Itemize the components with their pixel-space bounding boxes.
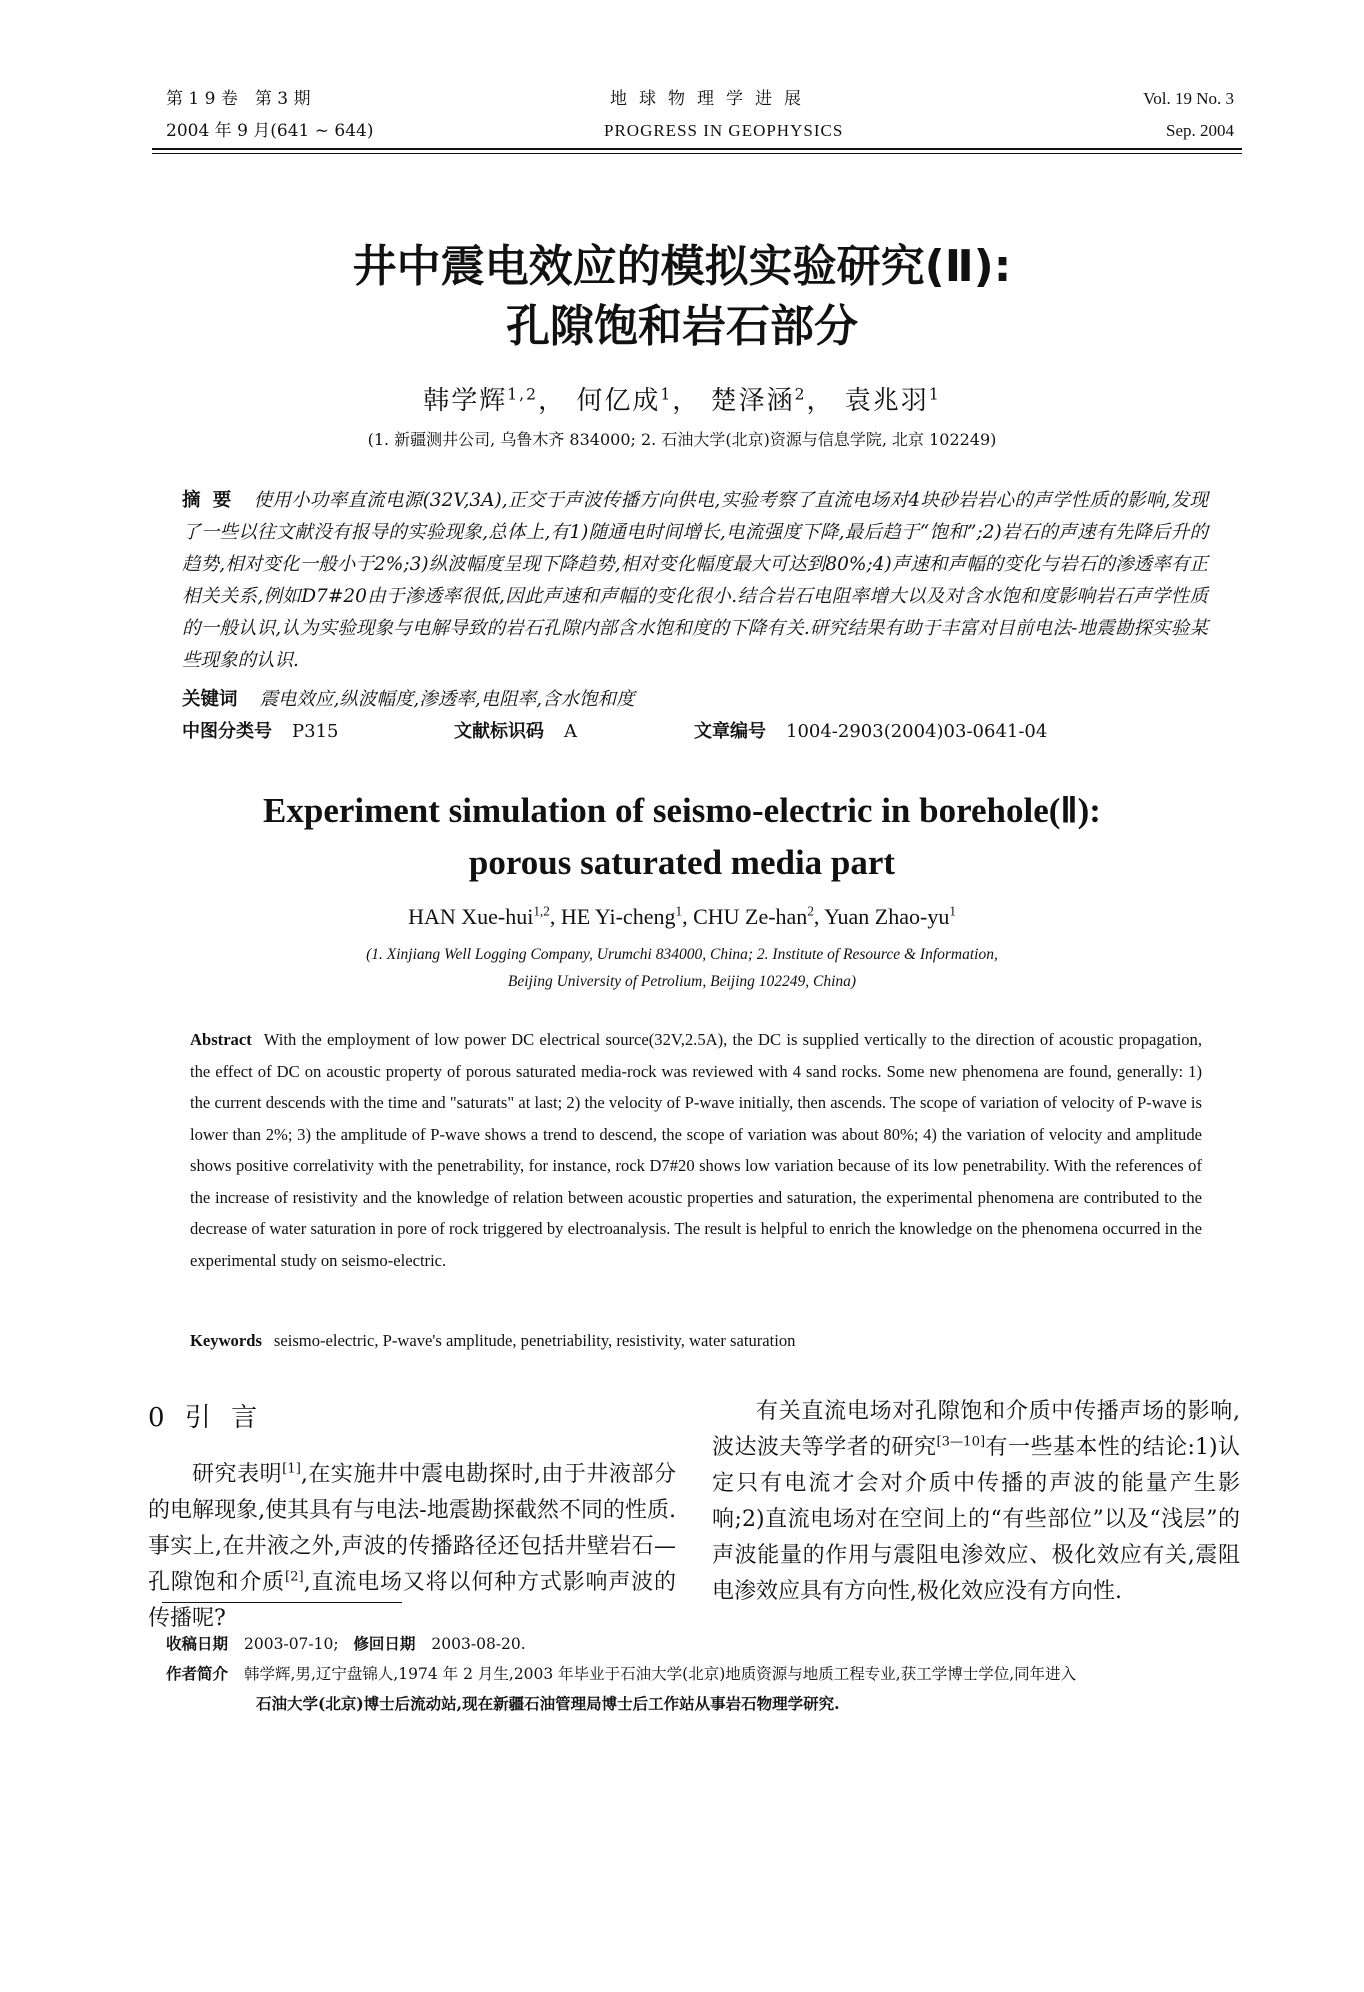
article-number-value: 1004-2903(2004)03-0641-04 [786,721,1048,742]
header-rule-thin [152,153,1242,154]
author-separator: ， [538,386,567,416]
clc-number [182,718,338,746]
body-text: ,在实施井中震电勘探时,由于井液部分的电解现象,使其具有与电法-地震勘探截然不同的性质.事实上,在井液之外,声波的传播路径还包括井壁岩石—孔隙饱和介质 [148,1462,676,1595]
author-separator: ， [672,386,701,416]
citation-link[interactable]: [1] [282,1461,301,1477]
journal-name-cn: 地球物理学进展 [610,89,813,109]
footnote-dates [166,1630,526,1658]
author-separator: , [549,904,561,929]
affiliation-en-line1: (1. Xinjiang Well Logging Company, Urumchi 834000, China; 2. Institute of Resource & Information, [366,946,998,963]
clc-value: P315 [292,721,339,742]
author-name: 袁兆羽 [844,386,929,416]
bio-text-line2: 石油大学(北京)博士后流动站,现在新疆石油管理局博士后工作站从事岩石物理学研究. [256,1694,840,1713]
body-text: ,直流电场又将以何种方式影响声波的传播呢? [148,1570,676,1631]
document-code [454,718,577,746]
article-number-label: 文章编号 [694,721,766,742]
author-affil-mark: 1,2 [507,385,539,404]
author-affil-mark: 1 [675,903,683,919]
title-en-line1: Experiment simulation of seismo-electric in borehole(Ⅱ): [263,791,1101,830]
received-date: 2003-07-10; [244,1635,339,1653]
body-paragraph-right [712,1394,1240,1610]
document-code-label: 文献标识码 [454,721,544,742]
footnote-bio [166,1660,1076,1688]
author-name: HAN Xue-hui [408,904,534,929]
abstract-cn-text: 使用小功率直流电源(32V,3A),正交于声波传播方向供电,实验考察了直流电场对4块砂岩岩心的声学性质的影响,发现了一些以往文献没有报导的实验现象,总体上,有1)随通电时间增长,电流强度下降,最后趋于“饱和”;2)岩石的声速有先降后升的趋势,相对变化一般小于2%;3)纵波幅度呈现下降趋势,相对变化幅度最大可达到80%;4)声速和声幅的变化与岩石的渗透率有正相关关系,例如D7#20由于渗透率很低,因此声速和声幅的变化很小.结合岩石电阻率增大以及对含水饱和度影响岩石声学性质的一般认识,认为实验现象与电解导致的岩石孔隙内部含水饱和度的下降有关.研究结果有助于丰富对目前电法-地震勘探实验某些现象的认识. [182,490,1208,671]
keywords-en-text: seismo-electric, P-wave's amplitude, penetriability, resistivity, water saturation [273,1331,796,1350]
author-affil-mark: 1,2 [533,903,550,919]
title-cn-line2: 孔隙饱和岩石部分 [506,301,858,352]
authors-en [0,902,1364,932]
author-affil-mark: 1 [949,903,956,919]
affiliation-en-line2: Beijing University of Petrolium, Beijing 102249, China) [507,973,857,990]
author-separator: ， [806,386,835,416]
bio-label: 作者简介 [166,1664,229,1683]
affiliation-cn: (1. 新疆测井公司, 乌鲁木齐 834000; 2. 石油大学(北京)资源与信息学院, 北京 102249) [367,430,997,449]
body-text: 有一些基本性的结论:1)认定只有电流才会对介质中传播的声波的能量产生影响;2)直流电场对在空间上的“有些部位”以及“浅层”的声波能量的作用与震阻电渗效应、极化效应有关,震阻电渗效应具有方向性,极化效应没有方向性. [712,1435,1240,1604]
author-affil-mark: 2 [794,385,807,404]
citation-link[interactable]: [2] [285,1569,304,1585]
author-affil-mark: 1 [660,385,673,404]
abstract-en-text: With the employment of low power DC electrical source(32V,2.5A), the DC is supplied vertically to the direction of acoustic propagation, the effect of DC on acoustic property of porous saturated media-rock was reviewed with 4 sand rocks. Some new phenomena are found, generally: 1) the current descends with the time and "saturats" at last; 2) the velocity of P-wave initially, then ascends. The scope of variation of velocity of P-wave is lower than 2%; 3) the amplitude of P-wave shows a trend to descend, the scope of variation was about 80%; 4) the variation of velocity and amplitude shows positive correlativity with the penetrability, for instance, rock D7#20 shows low variation because of its low penetrability. With the references of the increase of resistivity and the knowledge of relation between acoustic properties and saturation, the experimental phenomena are contributed to the decrease of water saturation in pore of rock triggered by electroanalysis. The result is helpful to enrich the knowledge on the phenomena occurred in the experimental study on seismo-electric. [190,1030,1202,1270]
authors-cn [0,384,1364,418]
author-name: HE Yi-cheng [560,904,676,929]
author-name: CHU Ze-han [693,904,808,929]
clc-label: 中图分类号 [182,721,272,742]
author-name: 韩学辉 [423,386,508,416]
body-text: 有关直流电场对孔隙饱和介质中传播声场的影响,波达波夫等学者的研究 [712,1399,1240,1460]
issue-date: Sep. 2004 [1166,121,1234,140]
title-cn-line1: 井中震电效应的模拟实验研究(Ⅱ): [352,241,1012,292]
revised-date: 2003-08-20. [431,1635,526,1653]
journal-name-en: PROGRESS IN GEOPHYSICS [604,121,844,140]
author-name: Yuan Zhao-yu [824,904,950,929]
citation-link[interactable]: [3—10] [936,1434,986,1450]
received-label: 收稿日期 [166,1634,229,1653]
footnote-rule [162,1602,402,1603]
author-affil-mark: 1 [928,385,941,404]
date-pages: 2004 年 9 月(641 ~ 644) [166,121,374,141]
author-separator: , [682,904,694,929]
bio-text-line1: 韩学辉,男,辽宁盘锦人,1974 年 2 月生,2003 年毕业于石油大学(北京)地质资源与地质工程专业,获工学博士学位,同年进入 [244,1665,1077,1683]
keywords-en [190,1326,1202,1356]
header-rule [152,148,1242,150]
journal-issue: 第 1 9 卷 第 3 期 [166,89,311,109]
author-affil-mark: 2 [807,903,814,919]
title-en-line2: porous saturated media part [468,843,896,882]
abstract-en [190,1024,1202,1276]
document-code-value: A [564,721,577,742]
volume-number: Vol. 19 No. 3 [1143,89,1234,108]
revised-label: 修回日期 [353,1634,416,1653]
section-heading: 0 引 言 [148,1403,264,1433]
body-paragraph-left [148,1457,676,1637]
keywords-en-label: Keywords [190,1331,262,1350]
keywords-cn-text: 震电效应,纵波幅度,渗透率,电阻率,含水饱和度 [259,689,635,710]
abstract-cn-label: 摘要 [182,490,244,511]
keywords-cn-label: 关键词 [182,689,238,710]
article-number [694,718,1047,746]
author-name: 何亿成 [576,386,661,416]
author-name: 楚泽涵 [710,386,795,416]
keywords-cn [182,686,1208,714]
body-text: 研究表明 [192,1462,283,1487]
abstract-cn [182,485,1208,677]
abstract-en-label: Abstract [190,1030,252,1049]
author-separator: , [813,904,825,929]
